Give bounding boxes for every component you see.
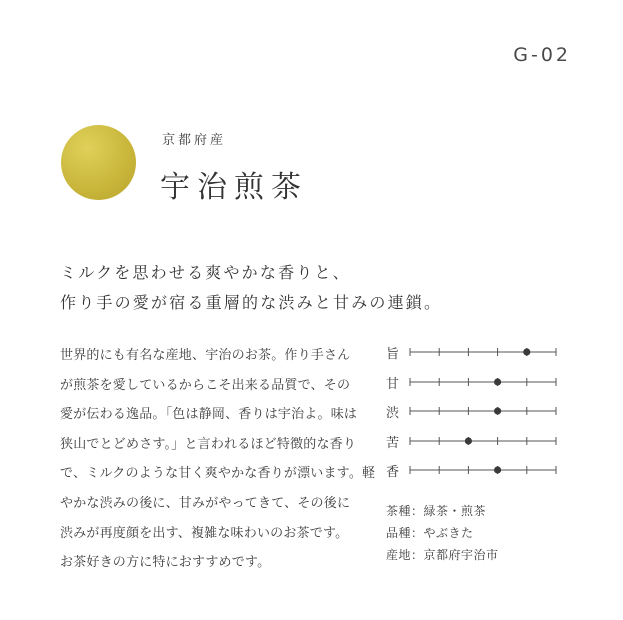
taste-row (382, 399, 562, 429)
tagline (60, 258, 442, 318)
taste-label: 甘 (386, 376, 400, 392)
tagline-line: 作り手の愛が宿る重層的な渋みと甘みの連鎖。 (60, 293, 443, 312)
spec-row (386, 544, 499, 566)
taste-row (382, 458, 562, 488)
spec-value: 京都府宇治市 (423, 548, 499, 562)
description-line: 愛が伝わる逸品。「色は静岡、香りは宇治よ。味は (60, 407, 358, 423)
taste-scale (408, 429, 558, 453)
taste-scale (408, 340, 558, 364)
description-line: やかな渋みの後に、甘みがやってきて、その後に (60, 495, 351, 511)
description-line: 渋みが再度顔を出す、複雑な味わいのお茶です。 (60, 525, 349, 541)
taste-scale (408, 370, 558, 394)
product-code: G-02 (513, 44, 571, 66)
description-line: で、ミルクのような甘く爽やかな香りが漂います。軽 (60, 466, 376, 482)
taste-label: 渋 (386, 406, 400, 422)
taste-row (382, 370, 562, 400)
scale-marker (523, 348, 530, 355)
spec-key: 茶種 (386, 504, 412, 518)
spec-separator: ： (411, 526, 424, 540)
taste-chart (382, 340, 562, 488)
spec-value: やぶきた (423, 526, 474, 540)
taste-label: 旨 (386, 347, 400, 362)
description-line: が煎茶を愛しているからこそ出来る品質で、その (60, 377, 351, 393)
spec-key: 産地 (386, 548, 412, 562)
description (60, 341, 376, 578)
scale-marker (494, 467, 501, 474)
spec-row (386, 500, 499, 522)
spec-list (386, 500, 499, 566)
color-badge (61, 125, 136, 200)
spec-row (386, 522, 499, 544)
description-line: お茶好きの方に特におすすめです。 (60, 555, 271, 571)
spec-separator: ： (411, 504, 424, 518)
origin-label: 京都府産 (162, 133, 227, 148)
taste-scale (408, 399, 558, 423)
spec-key: 品種 (386, 526, 412, 540)
tagline-line: ミルクを思わせる爽やかな香りと、 (60, 263, 351, 282)
taste-label: 苦 (386, 435, 400, 451)
tea-name: 宇治煎茶 (160, 170, 308, 205)
taste-scale (408, 458, 558, 482)
scale-marker (494, 378, 501, 385)
description-line: 狭山でとどめさす。」と言われるほど特徴的な香り (60, 436, 357, 452)
scale-marker (494, 408, 501, 415)
spec-separator: ： (411, 548, 424, 562)
taste-row (382, 429, 562, 459)
spec-value: 緑茶・煎茶 (423, 504, 487, 518)
scale-marker (465, 437, 472, 444)
description-line: 世界的にも有名な産地、宇治のお茶。作り手さん (60, 348, 351, 363)
taste-row (382, 340, 562, 370)
taste-label: 香 (386, 465, 400, 481)
